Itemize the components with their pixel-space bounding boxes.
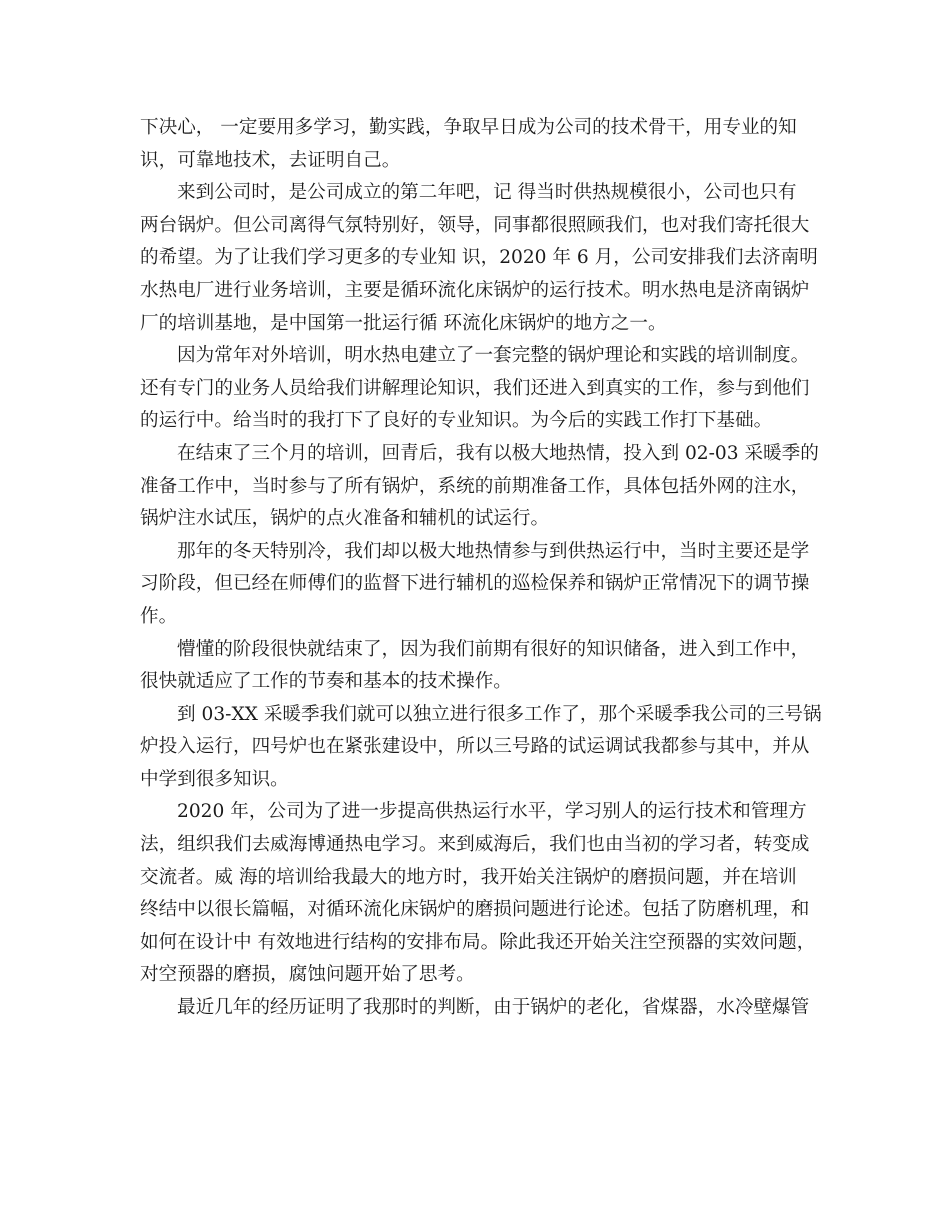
text-line: 厂的培训基地，是中国第一批运行循 环流化床锅炉的地方之一。 [140,312,667,334]
text-line: 如何在设计中 有效地进行结构的安排布局。除此我还开始关注空预器的实效问题， [140,931,816,953]
text-line: 对空预器的磨损，腐蚀问题开始了思考。 [140,964,475,986]
text-line: 那年的冬天特别冷，我们却以极大地热情参与到供热运行中，当时主要还是学 [177,540,810,562]
text-line: 到 03-XX 采暖季我们就可以独立进行很多工作了，那个采暖季我公司的三号锅 [177,703,822,725]
text-line: 炉投入运行，四号炉也在紧张建设中，所以三号路的试运调试我都参与其中，并从 [140,736,810,758]
text-line: 作。 [140,605,178,627]
text-line: 来到公司时，是公司成立的第二年吧，记 得当时供热规模很小，公司也只有 [177,182,797,204]
text-line: 中学到很多知识。 [140,768,289,790]
text-line: 两台锅炉。但公司离得气氛特别好，领导，同事都很照顾我们，也对我们寄托很大 [140,214,810,236]
text-line: 在结束了三个月的培训，回青后，我有以极大地热情，投入到 02-03 采暖季的 [177,442,819,464]
text-line: 识，可靠地技术，去证明自己。 [140,149,401,171]
text-line: 交流者。威 海的培训给我最大的地方时，我开始关注锅炉的磨损问题，并在培训 [140,866,797,888]
text-line: 法，组织我们去威海博通热电学习。来到威海后，我们也由当初的学习者，转变成 [140,834,810,856]
text-line: 习阶段，但已经在师傅们的监督下进行辅机的巡检保养和锅炉正常情况下的调节操 [140,573,810,595]
text-line: 懵懂的阶段很快就结束了，因为我们前期有很好的知识储备，进入到工作中， [177,638,810,660]
text-line: 很快就适应了工作的节奏和基本的技术操作。 [140,671,512,693]
text-line: 下决心， 一定要用多学习，勤实践，争取早日成为公司的技术骨干，用专业的知 [140,117,797,138]
text-line: 终结中以很长篇幅，对循环流化床锅炉的磨损问题进行论述。包括了防磨机理，和 [140,899,810,921]
text-line: 的运行中。给当时的我打下了良好的专业知识。为今后的实践工作打下基础。 [140,410,773,432]
text-line: 最近几年的经历证明了我那时的判断，由于锅炉的老化，省煤器，水冷壁爆管 [177,997,810,1019]
document-body [140,112,830,1025]
text-line: 水热电厂进行业务培训，主要是循环流化床锅炉的运行技术。明水热电是济南锅炉 [140,279,810,301]
text-line: 2020 年，公司为了进一步提高供热运行水平，学习别人的运行技术和管理方 [177,801,807,823]
text-line: 的希望。为了让我们学习更多的专业知 识，2020 年 6 月，公司安排我们去济南明 [140,247,818,269]
text-line: 因为常年对外培训，明水热电建立了一套完整的锅炉理论和实践的培训制度。 [177,345,810,367]
text-line: 还有专门的业务人员给我们讲解理论知识，我们还进入到真实的工作，参与到他们 [140,377,810,399]
text-line: 准备工作中，当时参与了所有锅炉，系统的前期准备工作，具体包括外网的注水， [140,475,810,497]
text-line: 锅炉注水试压，锅炉的点火准备和辅机的试运行。 [140,508,550,530]
